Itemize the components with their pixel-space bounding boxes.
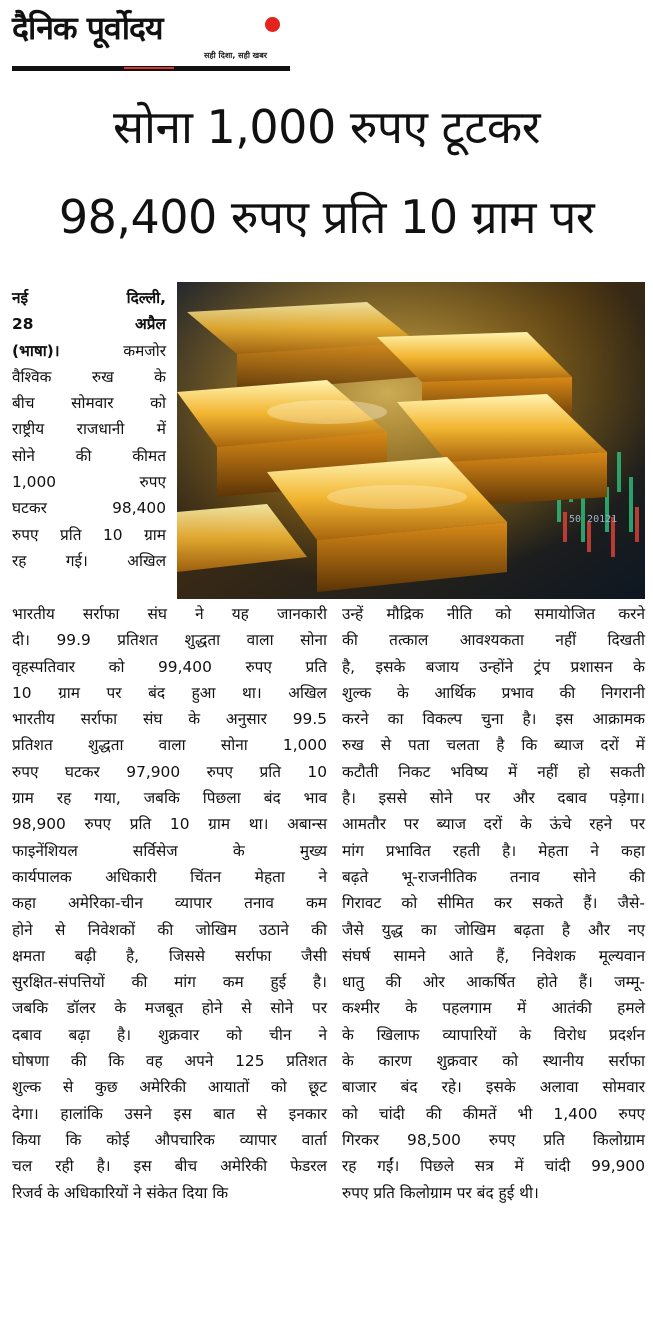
masthead-red-accent — [124, 67, 174, 69]
body-line: 98,900 रुपए प्रति 10 ग्राम था। अबान्स — [12, 815, 327, 834]
body-line: है, इसके बजाय उन्होंने ट्रंप प्रशासन के — [342, 657, 645, 676]
body-line: रुपए प्रति 10 ग्राम — [12, 525, 166, 544]
body-line: गिरकर 98,500 रुपए प्रति किलोग्राम — [342, 1130, 645, 1149]
body-line: रुपए प्रति किलोग्राम पर बंद हुई थी। — [342, 1183, 539, 1202]
body-line: संघर्ष सामने आते हैं, निवेशक मूल्यवान — [342, 946, 645, 965]
body-line: घोषणा की कि वह अपने 125 प्रतिशत — [12, 1052, 327, 1071]
gold-bars-photo — [177, 282, 645, 599]
masthead — [12, 6, 290, 72]
body-line: कहा अमेरिका-चीन व्यापार तनाव कम — [12, 894, 327, 913]
body-line: ग्राम रह गया, जबकि पिछला बंद भाव — [12, 789, 327, 808]
body-line: कमजोर — [123, 341, 166, 360]
body-line: सोने की कीमत — [12, 446, 166, 465]
body-line: शुल्क से कुछ अमेरिकी आयातों को छूट — [12, 1078, 327, 1097]
body-line: भारतीय सर्राफा संघ के अनुसार 99.5 — [12, 710, 327, 729]
body-line: रुपए घटकर 97,900 रुपए प्रति 10 — [12, 762, 327, 781]
body-line: वृहस्पतिवार को 99,400 रुपए प्रति — [12, 657, 327, 676]
body-line: होने से निवेशकों की जोखिम उठाने की — [12, 920, 327, 939]
body-line: रह गई। अखिल — [12, 551, 166, 570]
body-line: सुरक्षित-संपत्तियों की मांग कम हुई है। — [12, 973, 327, 992]
body-line: शुल्क के आर्थिक प्रभाव की निगरानी — [342, 683, 645, 702]
gold-bars-image — [177, 282, 645, 599]
article-column-3 — [342, 601, 645, 1206]
headline-line-1: सोना 1,000 रुपए टूटकर — [112, 100, 541, 154]
masthead-tagline: सही दिशा, सही खबर — [204, 51, 268, 60]
masthead-red-dot — [265, 17, 280, 32]
body-line: के कारण शुक्रवार को स्थानीय सर्राफा — [342, 1052, 645, 1071]
body-line: फाइनेंशियल सर्विसेज के मुख्य — [12, 841, 327, 860]
body-line: है। इससे सोने पर और दबाव पड़ेगा। — [342, 789, 645, 808]
article-column-1 — [12, 285, 166, 574]
body-line: कश्मीर के पहलगाम में आतंकी हमले — [342, 999, 645, 1018]
body-line: देगा। हालांकि उसने इस बात से इनकार — [12, 1104, 327, 1123]
body-line: प्रतिशत शुद्धता वाला सोना 1,000 — [12, 736, 327, 755]
article-column-2 — [12, 601, 327, 1206]
body-line: बीच सोमवार को — [12, 394, 166, 413]
body-line: घटकर 98,400 — [12, 499, 166, 518]
body-line: दबाव बढ़ा है। शुक्रवार को चीन ने — [12, 1025, 327, 1044]
body-line: 1,000 रुपए — [12, 473, 166, 492]
body-line: मांग प्रभावित रहती है। मेहता ने कहा — [342, 841, 645, 860]
body-line: जैसे युद्ध का जोखिम बढ़ता है और नए — [342, 920, 645, 939]
body-line: भारतीय सर्राफा संघ ने यह जानकारी — [12, 605, 327, 623]
body-line: गिरावट को सीमित कर सकते हैं। जैसे- — [342, 894, 645, 913]
dateline-date: 28 अप्रैल — [12, 315, 166, 334]
body-line: आमतौर पर ब्याज दरों के ऊंचे रहने पर — [342, 815, 645, 834]
body-line: चल रही है। इस बीच अमेरिकी फेडरल — [12, 1157, 327, 1176]
body-line: के खिलाफ व्यापारियों के विरोध प्रदर्शन — [342, 1025, 645, 1044]
body-line: जबकि डॉलर के मजबूत होने से सोने पर — [12, 999, 327, 1018]
body-line: 10 ग्राम पर बंद हुआ था। अखिल — [12, 683, 327, 702]
body-line: वैश्विक रुख के — [12, 367, 166, 386]
headline-line-2: 98,400 रुपए प्रति 10 ग्राम पर — [58, 190, 595, 244]
body-line: करने का विकल्प चुना है। इस आक्रामक — [342, 710, 645, 729]
body-line: क्षमता बढ़ी है, जिससे सर्राफा जैसी — [12, 946, 327, 965]
photo-overlay-number: 50 20121 — [569, 514, 618, 525]
body-line: रह गईं। पिछले सत्र में चांदी 99,900 — [342, 1157, 645, 1176]
body-line: कटौती निकट भविष्य में नहीं हो सकती — [342, 762, 645, 781]
body-line: कार्यपालक अधिकारी चिंतन मेहता ने — [12, 867, 327, 886]
body-line: बढ़ते भू-राजनीतिक तनाव सोने की — [342, 867, 645, 886]
body-line: की तत्काल आवश्यकता नहीं दिखती — [342, 631, 645, 650]
body-line: रुख से पता चलता है कि ब्याज दरों में — [342, 736, 645, 755]
dateline-city: नई दिल्ली, — [12, 289, 166, 307]
body-line: किया कि कोई औपचारिक व्यापार वार्ता — [12, 1130, 327, 1149]
body-line: बाजार बंद रहे। इसके अलावा सोमवार — [342, 1078, 645, 1097]
masthead-title: दैनिक पूर्वोदय — [12, 9, 163, 47]
body-line: धातु की ओर आकर्षित होते हैं। जम्मू- — [342, 973, 645, 992]
body-line: दी। 99.9 प्रतिशत शुद्धता वाला सोना — [12, 631, 327, 650]
body-line: रिजर्व के अधिकारियों ने संकेत दिया कि — [12, 1183, 229, 1202]
body-line: को चांदी की कीमतें भी 1,400 रुपए — [342, 1104, 645, 1123]
body-line: उन्हें मौद्रिक नीति को समायोजित करने — [342, 605, 645, 623]
dateline-source: (भाषा)। — [12, 341, 60, 360]
body-line: राष्ट्रीय राजधानी में — [12, 420, 166, 439]
